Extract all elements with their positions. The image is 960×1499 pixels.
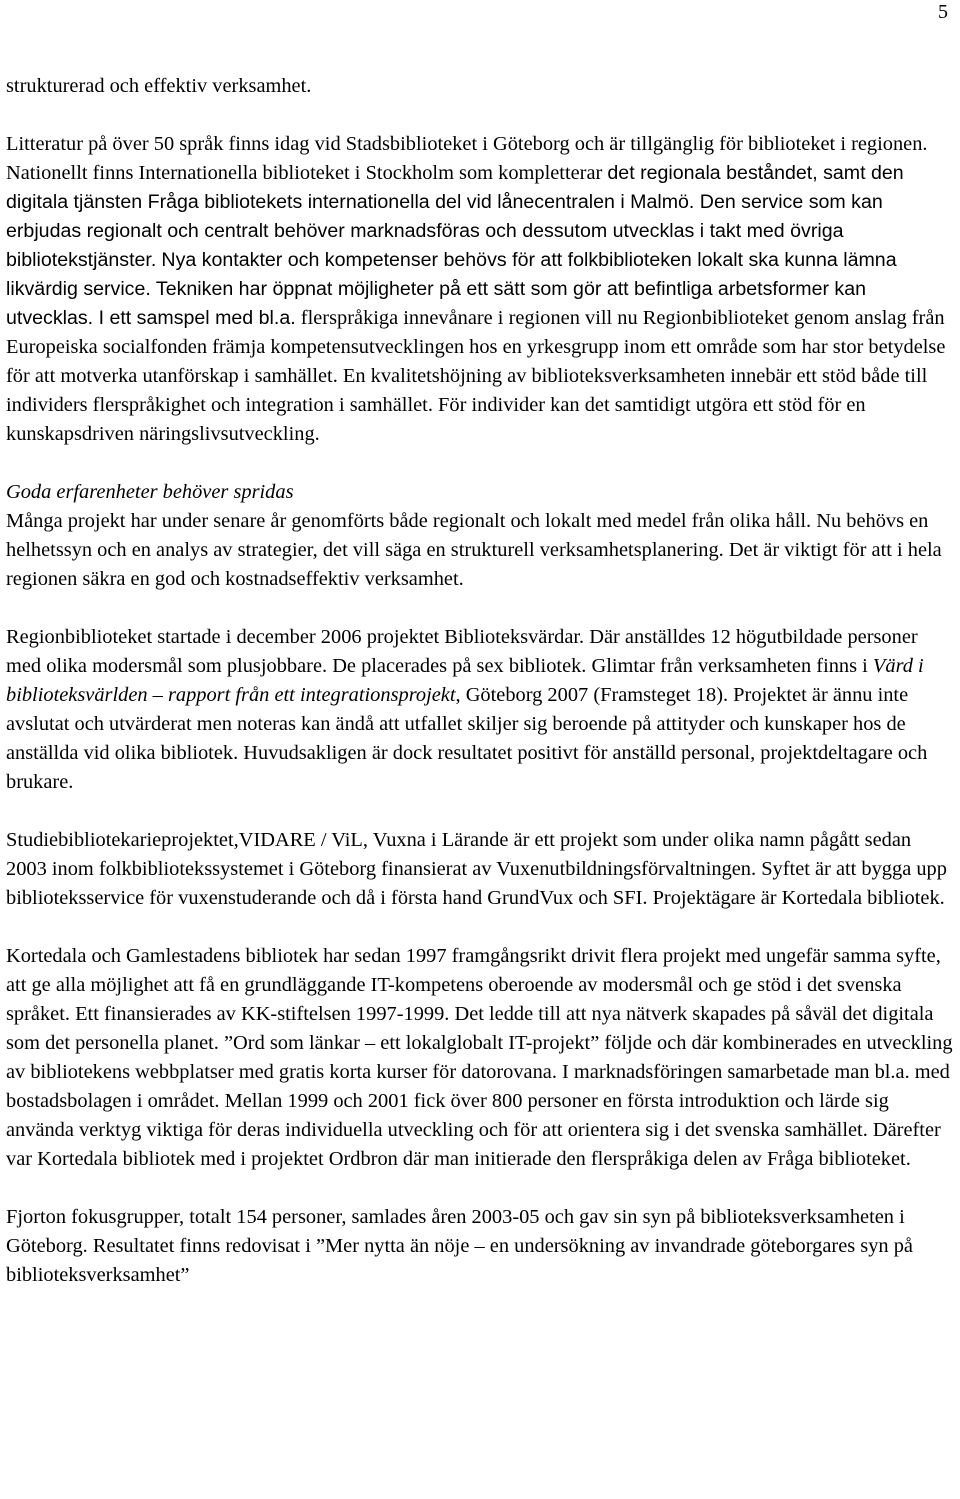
paragraph-7: Fjorton fokusgrupper, totalt 154 personer, samlades åren 2003-05 och gav sin syn på biblioteksverksamheten i Göteborg. Resultatet finns redovisat i ”Mer nytta än nöje – en undersökning av invandrade göteborgares syn på biblioteksverksamhet” (6, 1206, 913, 1286)
paragraph-2-part-a: Litteratur på över 50 språk finns idag vid Stadsbiblioteket i Göteborg och är tillgänglig för biblioteket i regionen. Nationellt finns Internationella biblioteket i Stockholm som kompletterar (6, 133, 928, 184)
paragraph-4-part-a: Regionbiblioteket startade i december 2006 projektet Biblioteksvärdar. Där anställdes 12 högutbildade personer med olika modersmål som plusjobbare. De placerades på sex bibliotek. Glimtar från verksamheten finns i (6, 626, 918, 677)
paragraph-6: Kortedala och Gamlestadens bibliotek har sedan 1997 framgångsrikt drivit flera projekt med ungefär samma syfte, att ge alla möjlighet att få en grundläggande IT-kompetens oberoende av modersmål och ge stöd i det svenska språket. Ett finansierades av KK-stiftelsen 1997-1999. Det ledde till att nya nätverk skapades på såväl det digitala som det personella planet. ”Ord som länkar – ett lokalglobalt IT-projekt” följde och där kombinerades en utveckling av bibliotekens webbplatser med gratis korta kurser för datorovana. I marknadsföringen samarbetade man bl.a. med bostadsbolagen i området. Mellan 1999 och 2001 fick över 800 personer en första introduktion och lärde sig använda verktyg viktiga för deras individuella utveckling och för att orientera sig i det svenska samhället. Därefter var Kortedala bibliotek med i projektet Ordbron där man initierade den flerspråkiga delen av Fråga biblioteket. (6, 945, 953, 1170)
section-heading: Goda erfarenheter behöver spridas (6, 481, 294, 503)
paragraph-3: Många projekt har under senare år genomförts både regionalt och lokalt med medel från olika håll. Nu behövs en helhetssyn och en analys av strategier, det vill säga en strukturell verksamhetsplanering. Det är viktigt för att i hela regionen säkra en god och kostnadseffektiv verksamhet. (6, 510, 942, 590)
page-number: 5 (938, 1, 948, 23)
paragraph-4 (6, 623, 956, 797)
paragraph-2 (6, 130, 956, 449)
paragraph-2-part-c: flerspråkiga innevånare i regionen vill nu Regionbiblioteket genom anslag från Europeiska socialfonden främja kompetensutvecklingen hos en yrkesgrupp inom ett område som har stor betydelse för att motverka utanförskap i samhället. En kvalitetshöjning av biblioteksverksamheten innebär ett stöd både till individers flerspråkighet och integration i samhället. För individer kan det samtidigt utgöra ett stöd för en kunskapsdriven näringslivsutveckling. (6, 307, 946, 445)
paragraph-1: strukturerad och effektiv verksamhet. (6, 75, 312, 97)
paragraph-4-part-b: , Göteborg 2007 (Framsteget 18). Projektet är ännu inte avslutat och utvärderat men noteras kan ändå att utfallet skiljer sig beroende på attityder och kunskaper hos de anställda vid olika bibliotek. Huvudsakligen är dock resultatet positivt för anställd personal, projektdeltagare och brukare. (6, 684, 928, 793)
document-body (6, 72, 956, 1319)
paragraph-2-sans-part: det regionala beståndet, samt den digitala tjänsten Fråga bibliotekets internationella del vid lånecentralen i Malmö. Den service som kan erbjudas regionalt och centralt behöver marknadsföras och dessutom utvecklas i takt med övriga bibliotekstjänster. (6, 162, 904, 271)
paragraph-2-part-b: Nya kontakter och kompetenser behövs för att folkbiblioteken lokalt ska kunna lämna likvärdig service. Tekniken har öppnat möjligheter på ett sätt som gör att befintliga arbetsformer kan utvecklas. I ett samspel med bl.a. (6, 249, 897, 329)
paragraph-5: Studiebibliotekarieprojektet,VIDARE / ViL, Vuxna i Lärande är ett projekt som under olika namn pågått sedan 2003 inom folkbibliotekssystemet i Göteborg finansierat av Vuxenutbildningsförvaltningen. Syftet är att bygga upp biblioteksservice för vuxenstuderande och då i första hand GrundVux och SFI. Projektägare är Kortedala bibliotek. (6, 829, 947, 909)
section-best-practices (6, 478, 956, 594)
paragraph-4-report-title: Värd i biblioteksvärlden – rapport från ett integrationsprojekt (6, 655, 924, 706)
